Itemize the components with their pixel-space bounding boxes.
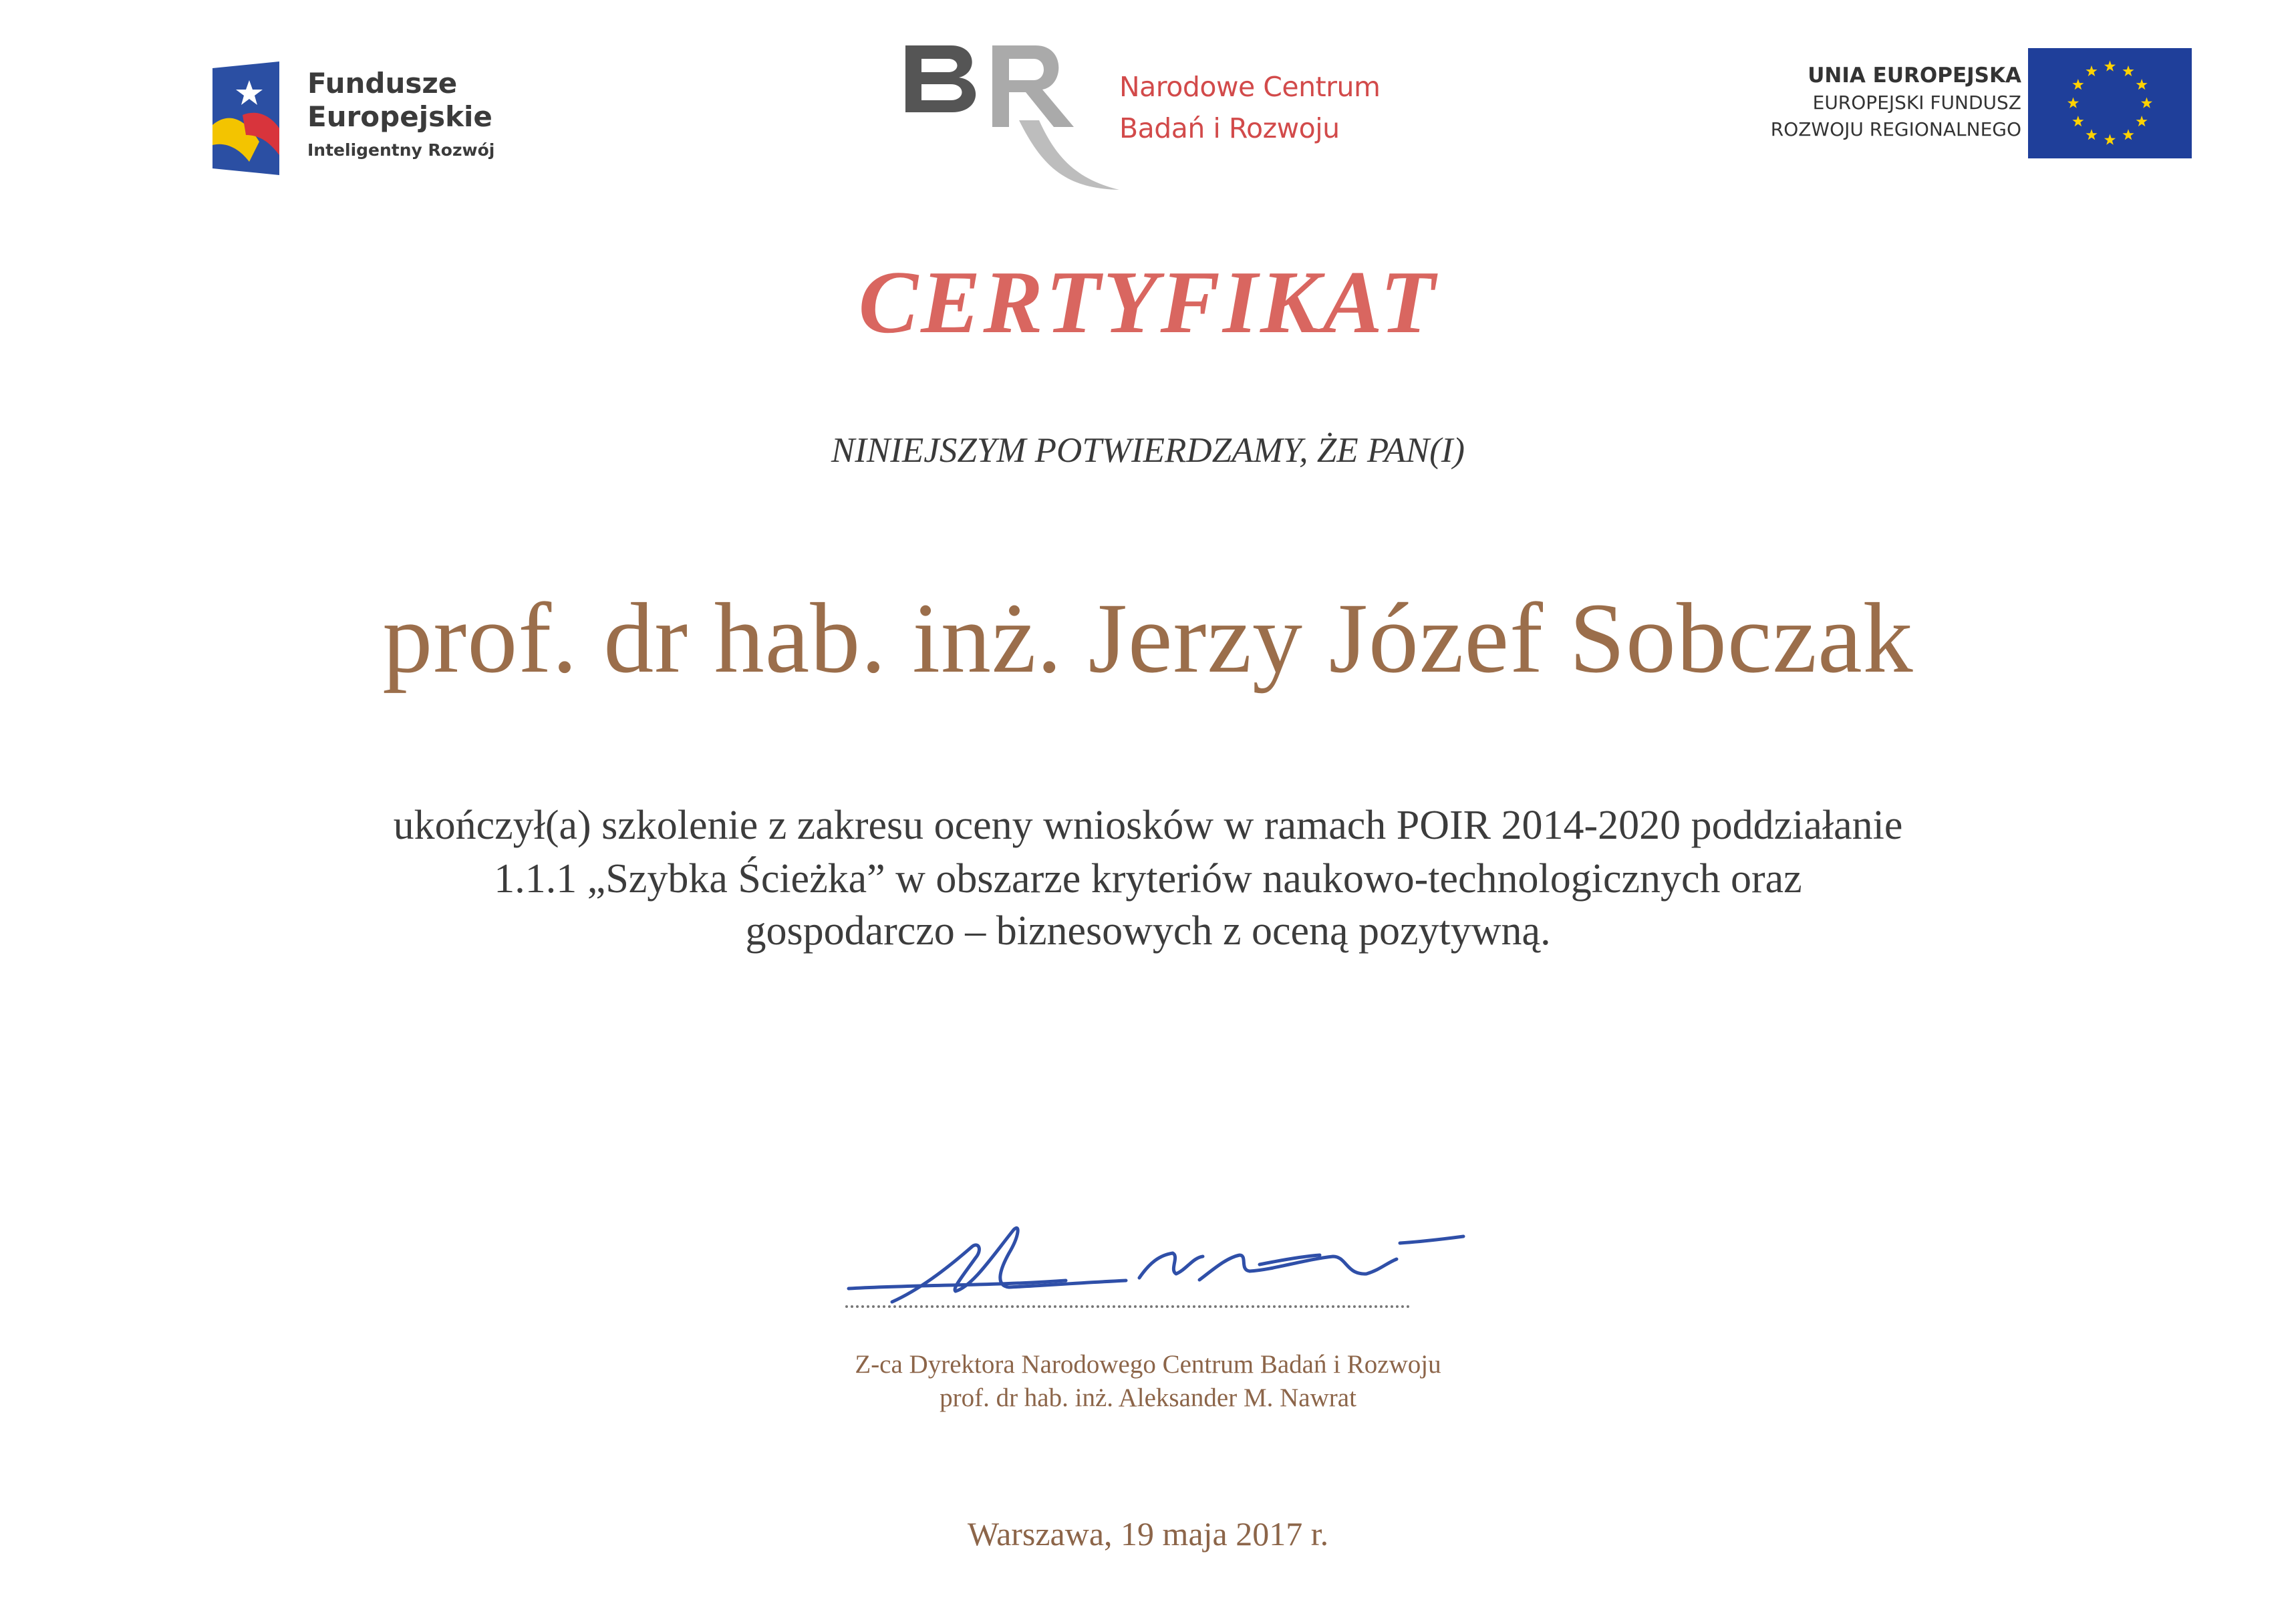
eu-flag-icon <box>2028 48 2192 158</box>
body-text-line: 1.1.1 „Szybka Ścieżka” w obszarze kryteriów naukowo-technologicznych oraz <box>494 856 1802 902</box>
eu-logo-line2: EUROPEJSKI FUNDUSZ <box>1812 92 2021 114</box>
eu-logo-line1: UNIA EUROPEJSKA <box>1808 63 2021 88</box>
fundusze-logo-line2: Europejskie <box>307 100 492 133</box>
eu-logo-line3: ROZWOJU REGIONALNEGO <box>1770 118 2021 140</box>
fundusze-europejskie-logo <box>212 48 527 175</box>
ncbr-logo-line1: Narodowe Centrum <box>1119 71 1381 103</box>
certificate-title: CERTYFIKAT <box>858 253 1438 352</box>
signature-line <box>845 1305 1410 1308</box>
signer-role: Z-ca Dyrektora Narodowego Centrum Badań i Rozwoju <box>855 1350 1441 1379</box>
confirmation-line: NINIEJSZYM POTWIERDZAMY, ŻE PAN(I) <box>831 431 1465 470</box>
handwritten-signature <box>839 1216 1467 1310</box>
recipient-name: prof. dr hab. inż. Jerzy Józef Sobczak <box>382 583 1914 694</box>
body-text-line: ukończył(a) szkolenie z zakresu oceny wniosków w ramach POIR 2014-2020 poddziałanie <box>393 803 1903 848</box>
ncbr-monogram-icon <box>899 33 1126 194</box>
body-text-line: gospodarczo – biznesowych z oceną pozytywną. <box>745 908 1551 954</box>
ncbr-logo <box>899 33 1447 194</box>
fundusze-logo-line3: Inteligentny Rozwój <box>307 140 495 160</box>
place-and-date: Warszawa, 19 maja 2017 r. <box>967 1515 1329 1553</box>
fundusze-logo-line1: Fundusze <box>307 67 458 100</box>
signer-name: prof. dr hab. inż. Aleksander M. Nawrat <box>940 1383 1356 1412</box>
fundusze-europejskie-flag-icon <box>212 61 279 175</box>
ncbr-logo-line2: Badań i Rozwoju <box>1119 112 1340 144</box>
eu-logo <box>1717 47 2192 160</box>
